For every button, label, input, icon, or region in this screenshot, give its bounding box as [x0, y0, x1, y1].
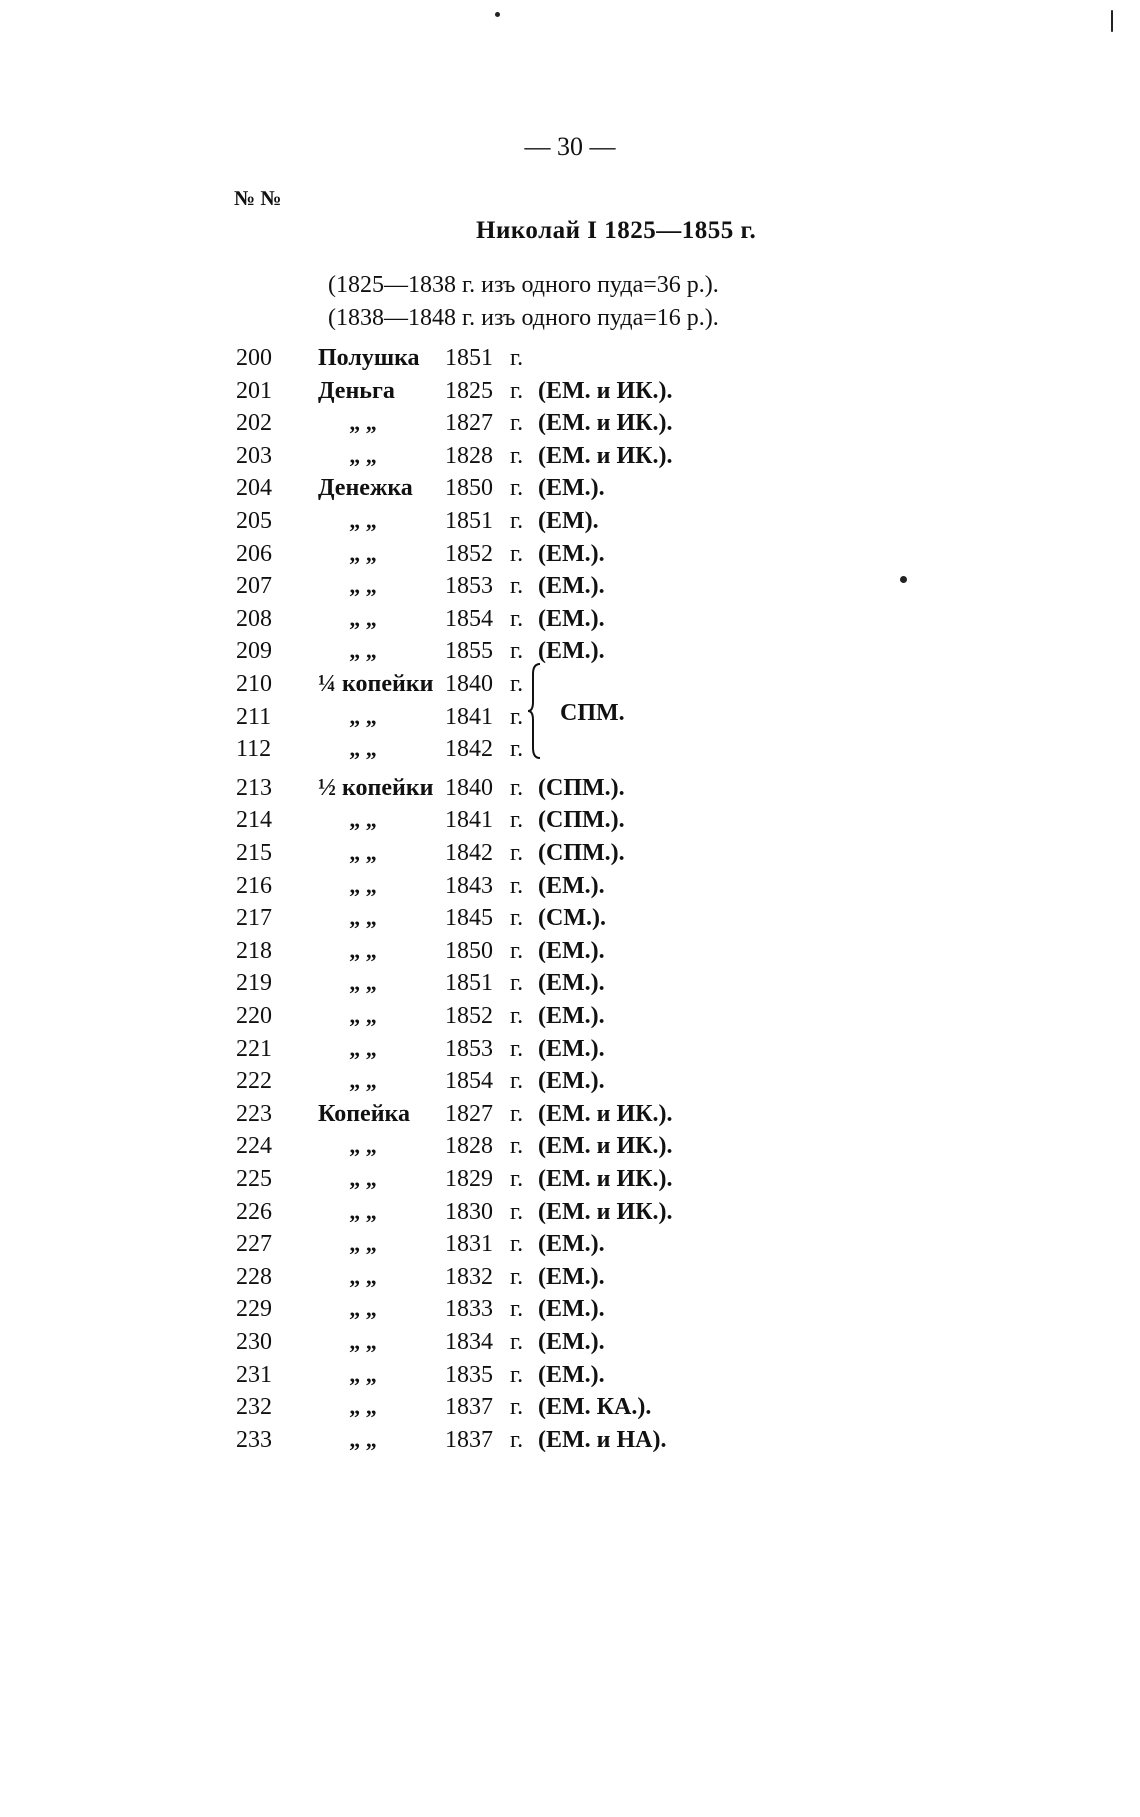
table-row: [0, 410, 1140, 440]
entry-number: 219: [236, 970, 272, 996]
section-title: Николай I 1825—1855 г.: [476, 217, 757, 244]
coin-name: „ „: [349, 606, 377, 631]
mint-mark: (ЕМ.).: [538, 638, 605, 664]
table-row: [0, 1394, 1140, 1424]
table-row: [0, 475, 1140, 505]
year-abbrev: г.: [510, 378, 524, 404]
coin-name: „ „: [349, 1394, 377, 1419]
coin-year: 1840: [445, 671, 493, 697]
coin-name: „ „: [349, 1329, 377, 1354]
coin-name: „ „: [349, 736, 377, 761]
entry-number: 224: [236, 1133, 272, 1159]
year-abbrev: г.: [510, 1133, 524, 1159]
table-row: [0, 1264, 1140, 1294]
group-mint-label: СПМ.: [560, 700, 625, 726]
year-abbrev: г.: [510, 573, 524, 599]
print-speck: [495, 12, 500, 17]
coin-year: 1828: [445, 1133, 493, 1159]
coin-name: „ „: [349, 1036, 377, 1061]
table-row: [0, 775, 1140, 805]
coin-year: 1837: [445, 1427, 493, 1453]
entry-number: 221: [236, 1036, 272, 1062]
year-abbrev: г.: [510, 1329, 524, 1355]
coin-year: 1843: [445, 873, 493, 899]
year-abbrev: г.: [510, 606, 524, 632]
table-row: [0, 508, 1140, 538]
year-abbrev: г.: [510, 1264, 524, 1290]
year-abbrev: г.: [510, 1427, 524, 1453]
mint-mark: (ЕМ.).: [538, 1264, 605, 1290]
entry-number: 202: [236, 410, 272, 436]
table-row: [0, 541, 1140, 571]
coin-name: „ „: [349, 638, 377, 663]
table-row: [0, 1329, 1140, 1359]
mint-mark: (ЕМ. и ИК.).: [538, 1133, 673, 1159]
coin-name: „ „: [349, 1166, 377, 1191]
mint-mark: (ЕМ.).: [538, 1329, 605, 1355]
coin-name: „ „: [349, 840, 377, 865]
mint-mark: (ЕМ.).: [538, 1231, 605, 1257]
entry-number: 209: [236, 638, 272, 664]
entry-number: 200: [236, 345, 272, 371]
coin-year: 1850: [445, 938, 493, 964]
table-row: [0, 905, 1140, 935]
table-row: [0, 1362, 1140, 1392]
entry-number: 205: [236, 508, 272, 534]
year-abbrev: г.: [510, 345, 524, 371]
coin-year: 1851: [445, 970, 493, 996]
coin-year: 1851: [445, 508, 493, 534]
coin-year: 1828: [445, 443, 493, 469]
coin-name: „ „: [349, 443, 377, 468]
year-abbrev: г.: [510, 1068, 524, 1094]
table-row: [0, 671, 1140, 701]
mint-mark: (ЕМ. и ИК.).: [538, 1199, 673, 1225]
coin-name: „ „: [349, 1296, 377, 1321]
coin-year: 1850: [445, 475, 493, 501]
table-row: [0, 345, 1140, 375]
table-row: [0, 807, 1140, 837]
coin-name: „ „: [349, 573, 377, 598]
year-abbrev: г.: [510, 970, 524, 996]
entry-number: 216: [236, 873, 272, 899]
table-row: [0, 1427, 1140, 1457]
mint-mark: (СПМ.).: [538, 840, 625, 866]
coin-year: 1834: [445, 1329, 493, 1355]
coin-name: Денежка: [318, 475, 413, 501]
mint-mark: (ЕМ. и ИК.).: [538, 378, 673, 404]
table-row: [0, 573, 1140, 603]
entry-number: 228: [236, 1264, 272, 1290]
year-abbrev: г.: [510, 1003, 524, 1029]
coin-name: „ „: [349, 1427, 377, 1452]
coin-year: 1831: [445, 1231, 493, 1257]
table-row: [0, 1166, 1140, 1196]
coin-name: „ „: [349, 1133, 377, 1158]
coin-name: „ „: [349, 541, 377, 566]
entry-number: 225: [236, 1166, 272, 1192]
year-abbrev: г.: [510, 410, 524, 436]
coin-year: 1830: [445, 1199, 493, 1225]
mint-mark: (ЕМ. и ИК.).: [538, 1166, 673, 1192]
coin-year: 1855: [445, 638, 493, 664]
entry-number: 214: [236, 807, 272, 833]
table-row: [0, 1036, 1140, 1066]
entry-number: 201: [236, 378, 272, 404]
entry-number: 226: [236, 1199, 272, 1225]
print-speck: [900, 576, 907, 583]
table-row: [0, 1199, 1140, 1229]
table-row: [0, 1296, 1140, 1326]
coin-year: 1851: [445, 345, 493, 371]
year-abbrev: г.: [510, 508, 524, 534]
table-row: [0, 378, 1140, 408]
coin-name: „ „: [349, 1362, 377, 1387]
coin-year: 1852: [445, 1003, 493, 1029]
coin-name: „ „: [349, 905, 377, 930]
coin-year: 1841: [445, 807, 493, 833]
mint-mark: (СПМ.).: [538, 807, 625, 833]
coin-name: ¼ копейки: [318, 671, 434, 697]
mint-mark: (ЕМ).: [538, 508, 599, 534]
mint-mark: (ЕМ.).: [538, 1068, 605, 1094]
coin-year: 1842: [445, 736, 493, 762]
table-row: [0, 938, 1140, 968]
mint-mark: (ЕМ.).: [538, 938, 605, 964]
table-row: [0, 1068, 1140, 1098]
coin-name: „ „: [349, 704, 377, 729]
coin-year: 1853: [445, 1036, 493, 1062]
entry-number: 232: [236, 1394, 272, 1420]
coin-year: 1854: [445, 1068, 493, 1094]
coin-name: ½ копейки: [318, 775, 434, 801]
group-brace: [528, 662, 544, 760]
year-abbrev: г.: [510, 736, 524, 762]
mint-mark: (ЕМ.).: [538, 606, 605, 632]
table-row: [0, 1133, 1140, 1163]
mint-mark: (ЕМ. и ИК.).: [538, 1101, 673, 1127]
coin-year: 1825: [445, 378, 493, 404]
coin-name: Копейка: [318, 1101, 410, 1127]
year-abbrev: г.: [510, 938, 524, 964]
entry-number: 218: [236, 938, 272, 964]
coin-name: Деньга: [318, 378, 395, 404]
coin-name: „ „: [349, 1231, 377, 1256]
coin-name: „ „: [349, 1264, 377, 1289]
year-abbrev: г.: [510, 1231, 524, 1257]
coin-name: „ „: [349, 1068, 377, 1093]
table-row: [0, 1003, 1140, 1033]
mint-mark: (ЕМ. и ИК.).: [538, 443, 673, 469]
coin-name: „ „: [349, 807, 377, 832]
mint-mark: (ЕМ.).: [538, 1362, 605, 1388]
year-abbrev: г.: [510, 775, 524, 801]
mint-mark: (ЕМ. и ИК.).: [538, 410, 673, 436]
year-abbrev: г.: [510, 840, 524, 866]
coin-name: „ „: [349, 1199, 377, 1224]
entry-number: 229: [236, 1296, 272, 1322]
entry-number: 223: [236, 1101, 272, 1127]
year-abbrev: г.: [510, 1362, 524, 1388]
year-abbrev: г.: [510, 1101, 524, 1127]
entry-number: 208: [236, 606, 272, 632]
mint-mark: (ЕМ.).: [538, 1036, 605, 1062]
year-abbrev: г.: [510, 807, 524, 833]
mint-mark: (ЕМ.).: [538, 1003, 605, 1029]
coin-year: 1829: [445, 1166, 493, 1192]
entry-number: 220: [236, 1003, 272, 1029]
coin-year: 1827: [445, 410, 493, 436]
coin-year: 1854: [445, 606, 493, 632]
year-abbrev: г.: [510, 1166, 524, 1192]
table-row: [0, 443, 1140, 473]
coin-year: 1835: [445, 1362, 493, 1388]
mint-mark: (ЕМ.).: [538, 475, 605, 501]
entry-number: 213: [236, 775, 272, 801]
coin-name: „ „: [349, 970, 377, 995]
table-row: [0, 606, 1140, 636]
mint-mark: (ЕМ. КА.).: [538, 1394, 652, 1420]
entry-number: 206: [236, 541, 272, 567]
year-abbrev: г.: [510, 1199, 524, 1225]
year-abbrev: г.: [510, 1296, 524, 1322]
coin-year: 1842: [445, 840, 493, 866]
table-row: [0, 840, 1140, 870]
entry-number: 210: [236, 671, 272, 697]
coin-year: 1837: [445, 1394, 493, 1420]
coin-name: „ „: [349, 938, 377, 963]
note-line-2: (1838—1848 г. изъ одного пуда=16 р.).: [328, 305, 719, 331]
year-abbrev: г.: [510, 873, 524, 899]
coin-year: 1833: [445, 1296, 493, 1322]
table-row: [0, 1231, 1140, 1261]
entry-number: 207: [236, 573, 272, 599]
year-abbrev: г.: [510, 905, 524, 931]
mint-mark: (СМ.).: [538, 905, 606, 931]
year-abbrev: г.: [510, 638, 524, 664]
entry-number: 204: [236, 475, 272, 501]
entry-number: 227: [236, 1231, 272, 1257]
table-row: [0, 638, 1140, 668]
table-row: [0, 736, 1140, 766]
entry-number: 215: [236, 840, 272, 866]
entry-number: 203: [236, 443, 272, 469]
coin-year: 1841: [445, 704, 493, 730]
entry-number: 217: [236, 905, 272, 931]
entry-number: 112: [236, 736, 272, 762]
year-abbrev: г.: [510, 1036, 524, 1062]
year-abbrev: г.: [510, 704, 524, 730]
year-abbrev: г.: [510, 671, 524, 697]
coin-year: 1832: [445, 1264, 493, 1290]
table-row: [0, 970, 1140, 1000]
coin-year: 1845: [445, 905, 493, 931]
year-abbrev: г.: [510, 443, 524, 469]
mint-mark: (ЕМ.).: [538, 970, 605, 996]
table-row: [0, 1101, 1140, 1131]
coin-name: Полушка: [318, 345, 420, 371]
mint-mark: (СПМ.).: [538, 775, 625, 801]
table-row: [0, 873, 1140, 903]
coin-year: 1852: [445, 541, 493, 567]
mint-mark: (ЕМ. и НА).: [538, 1427, 667, 1453]
year-abbrev: г.: [510, 475, 524, 501]
mint-mark: (ЕМ.).: [538, 1296, 605, 1322]
numbers-column-label: № №: [234, 186, 282, 210]
page-number: — 30 —: [524, 132, 616, 161]
year-abbrev: г.: [510, 1394, 524, 1420]
coin-name: „ „: [349, 410, 377, 435]
coin-name: „ „: [349, 508, 377, 533]
coin-name: „ „: [349, 873, 377, 898]
year-abbrev: г.: [510, 541, 524, 567]
entry-number: 231: [236, 1362, 272, 1388]
entry-number: 222: [236, 1068, 272, 1094]
coin-name: „ „: [349, 1003, 377, 1028]
mint-mark: (ЕМ.).: [538, 541, 605, 567]
mint-mark: (ЕМ.).: [538, 873, 605, 899]
coin-year: 1853: [445, 573, 493, 599]
mint-mark: (ЕМ.).: [538, 573, 605, 599]
entry-number: 211: [236, 704, 272, 730]
note-line-1: (1825—1838 г. изъ одного пуда=36 р.).: [328, 272, 719, 298]
coin-year: 1827: [445, 1101, 493, 1127]
entry-number: 233: [236, 1427, 272, 1453]
entry-number: 230: [236, 1329, 272, 1355]
coin-year: 1840: [445, 775, 493, 801]
print-speck: [1111, 10, 1113, 32]
